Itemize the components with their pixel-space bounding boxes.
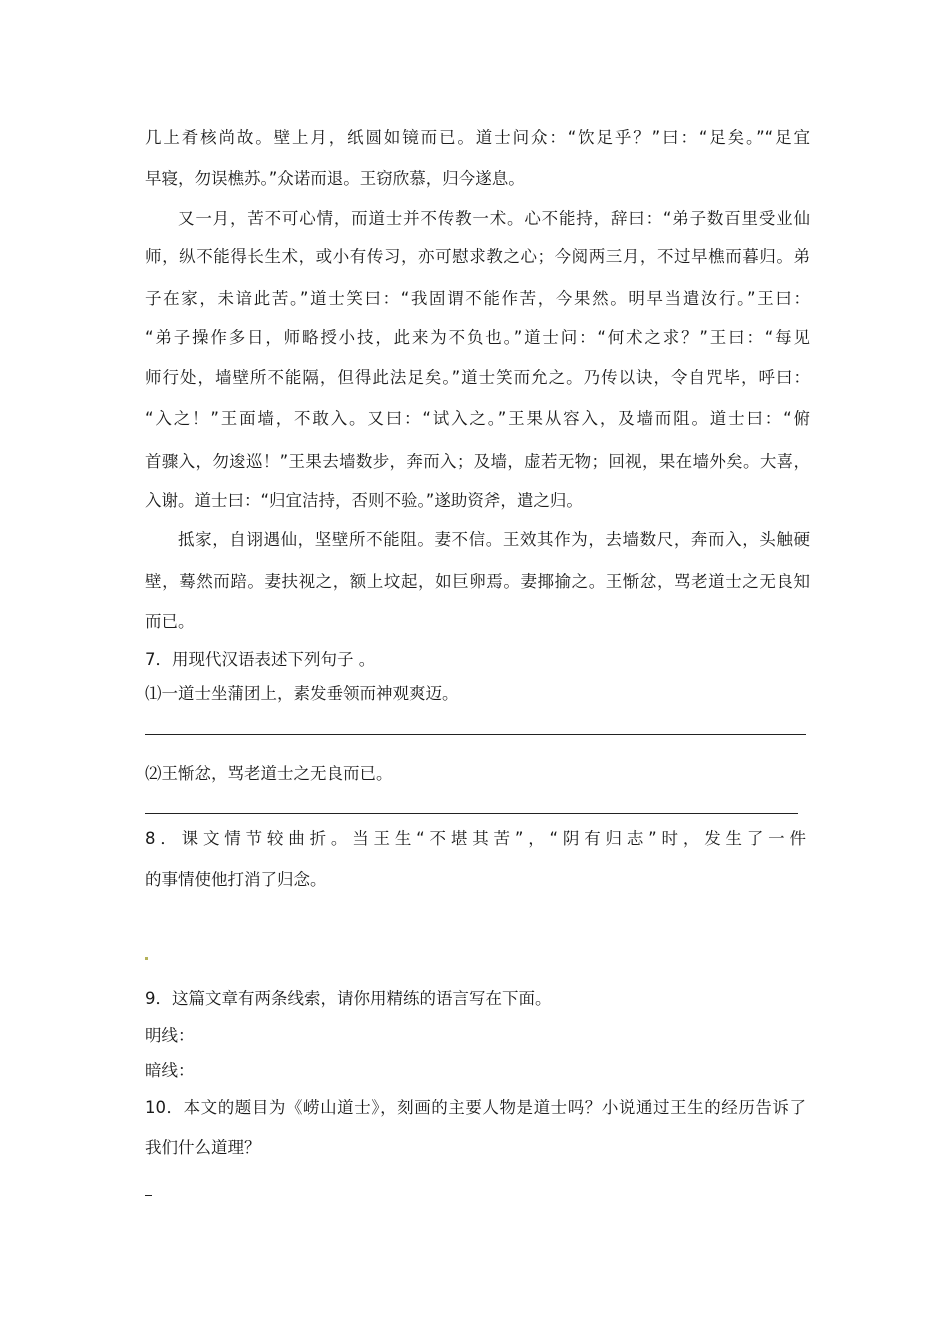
question-9-ming-label: 明线： — [145, 1026, 195, 1045]
story-line: 早寝，勿误樵苏。”众诺而退。王窃欣慕，归今遂息。 — [145, 169, 525, 188]
story-line: 壁，蓦然而踣。妻扶视之，额上坟起，如巨卵焉。妻揶揄之。王惭忿，骂老道士之无良知 — [145, 572, 810, 591]
story-line: “弟子操作多日，师略授小技，此来为不负也。”道士问：“何术之求？”王曰：“每见 — [145, 328, 810, 347]
story-line: 子在家，未谙此苦。”道士笑曰：“我固谓不能作苦，今果然。明早当遣汝行。”王曰： — [145, 289, 810, 308]
question-8-line: 8．课文情节较曲折。当王生“不堪其苦”，“阴有归志”时，发生了一件 — [145, 829, 806, 848]
question-7-stem: 7．用现代汉语表述下列句子 。 — [145, 650, 376, 669]
question-10-line: 我们什么道理？ — [145, 1138, 261, 1157]
story-line: “入之！”王面墙，不敢入。又曰：“试入之。”王果从容入，及墙而阻。道士曰：“俯 — [145, 409, 810, 428]
answer-dash — [145, 1195, 152, 1196]
question-8-line: 的事情使他打消了归念。 — [145, 870, 327, 889]
mark-dot — [145, 957, 148, 960]
question-10-line: 10．本文的题目为《崂山道士》，刻画的主要人物是道士吗？小说通过王生的经历告诉了 — [145, 1098, 806, 1117]
answer-line[interactable] — [145, 734, 806, 735]
story-line: 首骤入，勿逡巡！”王果去墙数步，奔而入；及墙，虚若无物；回视，果在墙外矣。大喜， — [145, 452, 810, 471]
story-line: 几上肴核尚故。壁上月，纸圆如镜而已。道士问众：“饮足乎？”曰：“足矣。”“足宜 — [145, 128, 810, 147]
question-9-an-label: 暗线： — [145, 1061, 195, 1080]
question-9-stem: 9．这篇文章有两条线索，请你用精练的语言写在下面。 — [145, 989, 552, 1008]
story-line: 师行处，墙壁所不能隔，但得此法足矣。”道士笑而允之。乃传以诀，令自咒毕，呼曰： — [145, 368, 810, 387]
story-line: 师，纵不能得长生术，或小有传习，亦可慰求教之心；今阅两三月，不过早樵而暮归。弟 — [145, 247, 810, 266]
story-line: 抵家，自诩遇仙，坚壁所不能阻。妻不信。王效其作为，去墙数尺，奔而入，头触硬 — [178, 530, 810, 549]
question-7-sentence-2: ⑵王惭忿，骂老道士之无良而已。 — [145, 764, 393, 783]
question-7-sentence-1: ⑴一道士坐蒲团上，素发垂领而神观爽迈。 — [145, 684, 459, 703]
story-line: 而已。 — [145, 612, 195, 631]
story-line: 又一月，苦不可心情，而道士并不传教一术。心不能持，辞曰：“弟子数百里受业仙 — [178, 209, 810, 228]
story-line: 入谢。道士曰：“归宜洁持，否则不验。”遂助资斧，遣之归。 — [145, 491, 583, 510]
answer-line[interactable] — [145, 813, 798, 814]
